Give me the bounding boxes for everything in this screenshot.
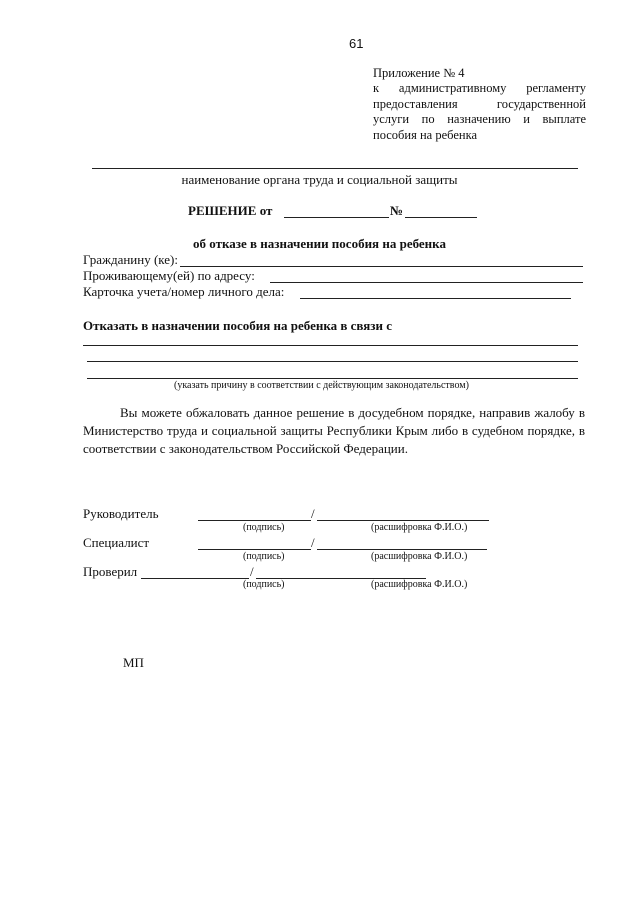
signature-caption: (подпись) [243, 522, 285, 533]
name-caption: (расшифровка Ф.И.О.) [371, 579, 468, 590]
refusal-heading: Отказать в назначении пособия на ребенка в связи с [83, 318, 393, 333]
decision-header [188, 203, 272, 219]
signature-line[interactable] [198, 549, 311, 550]
reason-hint: (указать причину в соответствии с действующим законодательством) [174, 380, 469, 391]
address-label: Проживающему(ей) по адресу: [83, 268, 255, 283]
signer-label-specialist: Специалист [83, 535, 150, 550]
decision-subject: об отказе в назначении пособия на ребенка [193, 236, 446, 251]
signer-label-checked: Проверил [83, 564, 138, 579]
appeal-paragraph [83, 404, 585, 458]
signature-line[interactable] [141, 578, 249, 579]
slash: / [311, 535, 315, 550]
page-number: 61 [349, 36, 364, 51]
decision-title: РЕШЕНИЕ от [188, 203, 273, 218]
slash: / [250, 564, 254, 579]
name-line[interactable] [317, 520, 489, 521]
org-caption: наименование органа труда и социальной защиты [181, 172, 458, 187]
citizen-line[interactable] [180, 266, 583, 267]
signature-line[interactable] [198, 520, 311, 521]
appendix-line: Приложение № 4 [373, 66, 465, 80]
slash: / [311, 506, 315, 521]
appeal-text: Вы можете обжаловать данное решение в досудебном порядке, направив жалобу в Министерство труда и социальной защиты Республики Крым либо в судебном порядке, в соответствии с законодательством Российской Федерации. [83, 405, 585, 456]
citizen-label: Гражданину (ке): [83, 252, 178, 267]
name-caption: (расшифровка Ф.И.О.) [371, 551, 468, 562]
decision-date-line[interactable] [284, 217, 389, 218]
card-line[interactable] [300, 298, 571, 299]
reason-line[interactable] [87, 361, 578, 362]
name-line[interactable] [317, 549, 487, 550]
signature-caption: (подпись) [243, 579, 285, 590]
address-line[interactable] [270, 282, 583, 283]
signer-label-head: Руководитель [83, 506, 159, 521]
signature-caption: (подпись) [243, 551, 285, 562]
card-label: Карточка учета/номер личного дела: [83, 284, 285, 299]
stamp-place: МП [123, 655, 144, 670]
org-name-line[interactable] [92, 168, 578, 169]
reason-line[interactable] [83, 345, 578, 346]
reason-line[interactable] [87, 378, 578, 379]
name-caption: (расшифровка Ф.И.О.) [371, 522, 468, 533]
appendix-line: предоставления государственной [373, 96, 586, 111]
appendix-line: услуги по назначению и выплате [373, 112, 586, 127]
decision-number-line[interactable] [405, 217, 477, 218]
appendix-block [373, 66, 586, 143]
decision-number-sign: № [390, 203, 404, 218]
appendix-line: пособия на ребенка [373, 127, 477, 142]
appendix-line: к административному регламенту [373, 81, 586, 96]
